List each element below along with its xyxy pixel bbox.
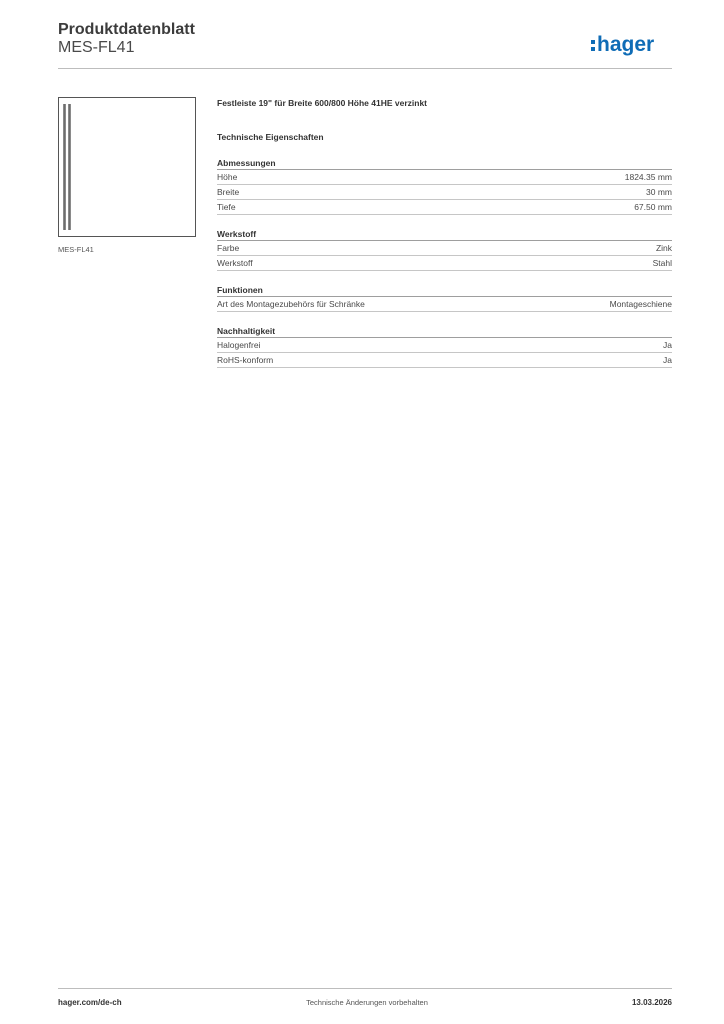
footer-disclaimer: Technische Änderungen vorbehalten [306, 998, 428, 1007]
image-caption: MES-FL41 [58, 245, 94, 254]
spec-row [217, 170, 672, 185]
spec-label: Halogenfrei [217, 340, 261, 350]
spec-row [217, 338, 672, 353]
spec-row [217, 241, 672, 256]
spec-label: RoHS-konform [217, 355, 274, 365]
spec-label: Höhe [217, 172, 238, 182]
footer-divider [58, 988, 672, 989]
header-divider [58, 68, 672, 69]
section-werkstoff [217, 228, 672, 271]
section-funktionen [217, 284, 672, 312]
section-abmessungen [217, 157, 672, 215]
spec-value: 30 mm [646, 187, 672, 197]
product-image [58, 97, 196, 237]
spec-value: Stahl [652, 258, 672, 268]
footer-website: hager.com/de-ch [58, 998, 122, 1007]
spec-value: 1824.35 mm [624, 172, 672, 182]
product-code: MES-FL41 [58, 39, 135, 56]
section-nachhaltigkeit [217, 325, 672, 368]
specs-heading: Technische Eigenschaften [217, 132, 324, 142]
section-title: Abmessungen [217, 157, 672, 170]
mounting-rail-illustration [59, 98, 195, 236]
spec-row [217, 353, 672, 368]
spec-value: Ja [663, 355, 672, 365]
page-title: Produktdatenblatt [58, 21, 195, 38]
spec-row [217, 200, 672, 215]
section-title: Nachhaltigkeit [217, 325, 672, 338]
spec-value: Zink [655, 243, 672, 253]
product-description: Festleiste 19" für Breite 600/800 Höhe 41HE verzinkt [217, 98, 428, 108]
spec-row [217, 185, 672, 200]
spec-label: Werkstoff [217, 258, 253, 268]
spec-value: 67.50 mm [634, 202, 672, 212]
spec-label: Farbe [217, 243, 240, 253]
section-title: Funktionen [217, 284, 672, 297]
product-details [217, 97, 672, 368]
spec-label: Breite [217, 187, 240, 197]
hager-logo [590, 29, 674, 59]
spec-label: Art des Montagezubehörs für Schränke [217, 299, 365, 309]
spec-row [217, 297, 672, 312]
section-title: Werkstoff [217, 228, 672, 241]
svg-text:hager: hager [597, 33, 655, 56]
spec-value: Ja [663, 340, 672, 350]
spec-value: Montageschiene [609, 299, 672, 309]
spec-label: Tiefe [217, 202, 236, 212]
spec-row [217, 256, 672, 271]
footer-date: 13.03.2026 [631, 998, 672, 1007]
